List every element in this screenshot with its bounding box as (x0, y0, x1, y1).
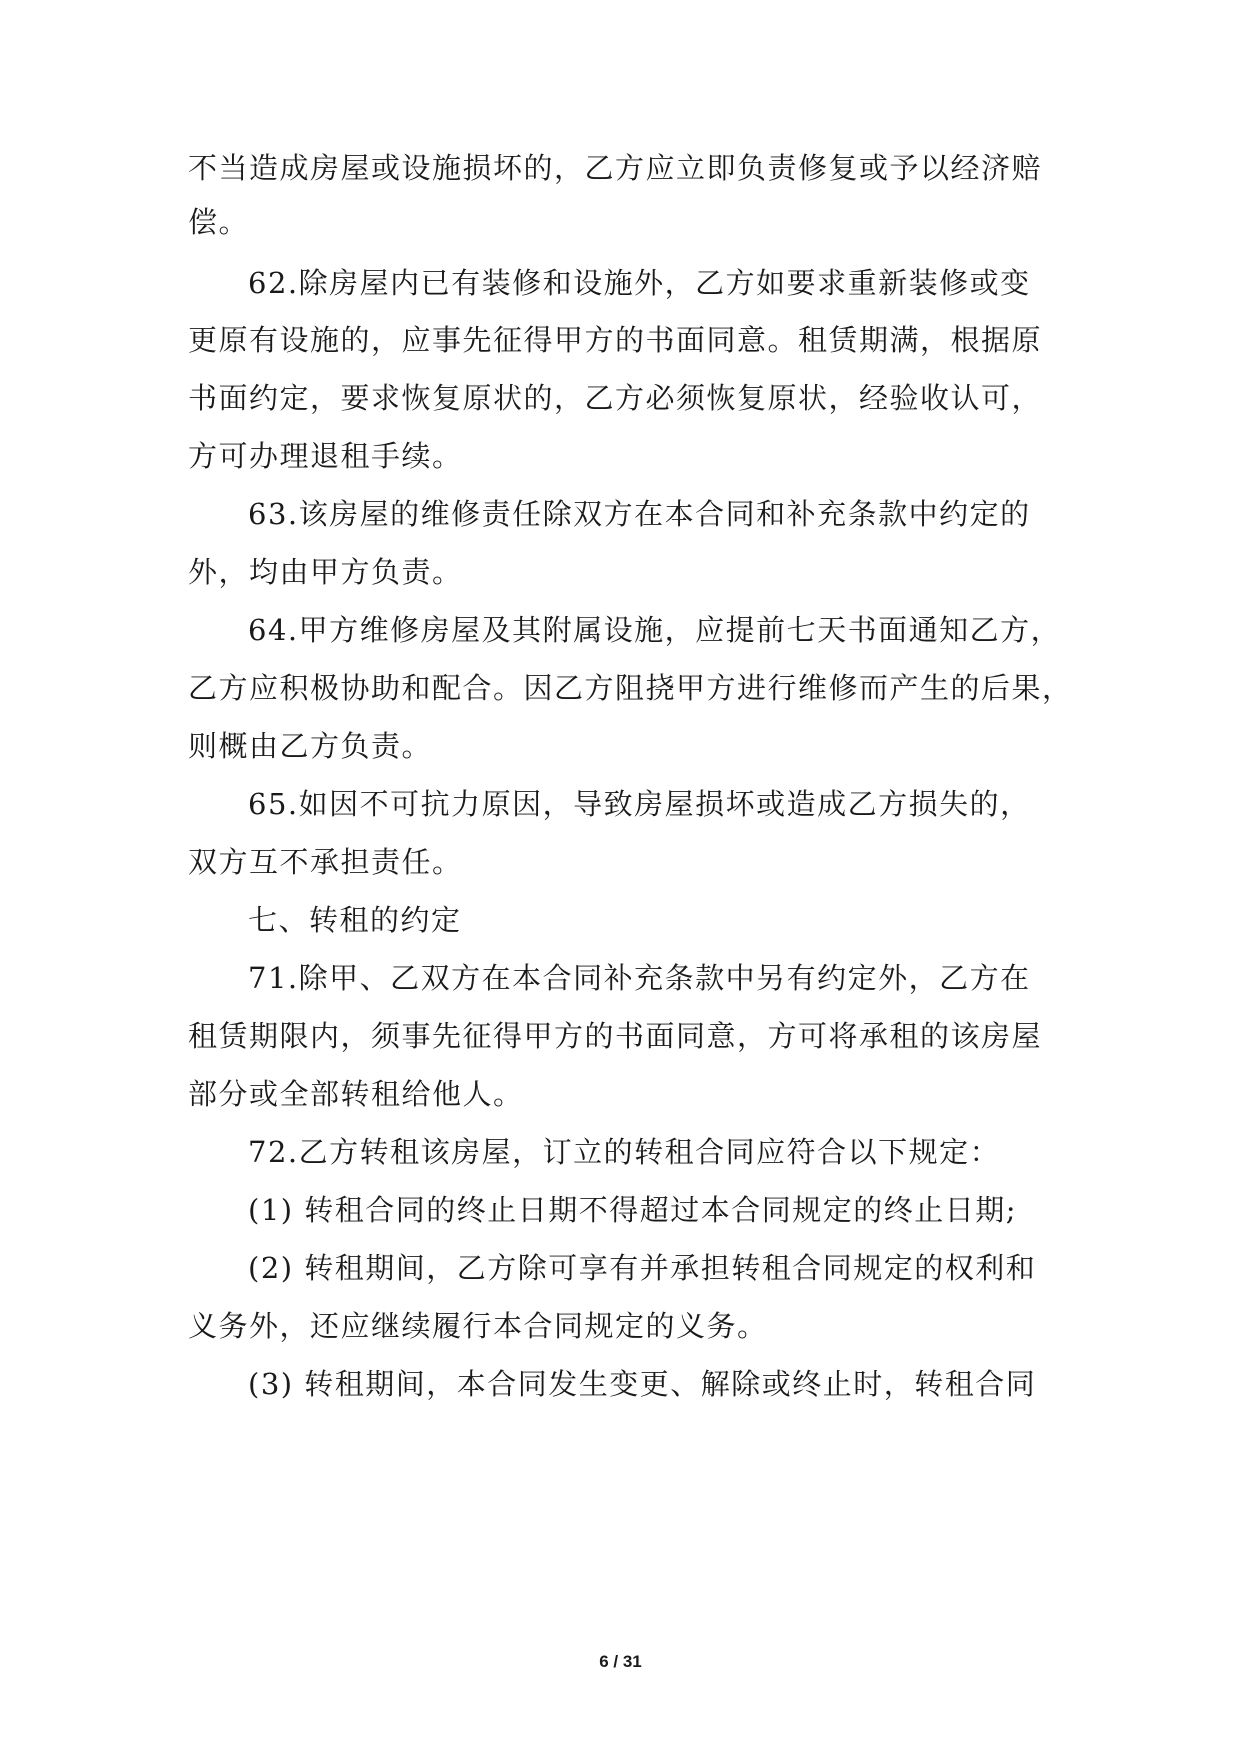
text-line: 62.除房屋内已有装修和设施外，乙方如要求重新装修或变 (248, 266, 1031, 300)
text-line: 偿。 (188, 205, 250, 239)
text-line: 义务外，还应继续履行本合同规定的义务。 (188, 1309, 768, 1343)
text-line: 64.甲方维修房屋及其附属设施，应提前七天书面通知乙方， (248, 613, 1062, 647)
text-line: 书面约定，要求恢复原状的，乙方必须恢复原状，经验收认可， (188, 381, 1043, 415)
text-line: 部分或全部转租给他人。 (188, 1077, 524, 1111)
text-line: 63.该房屋的维修责任除双方在本合同和补充条款中约定的 (248, 497, 1031, 531)
text-line: 方可办理退租手续。 (188, 439, 463, 473)
text-line: 不当造成房屋或设施损坏的，乙方应立即负责修复或予以经济赔 (188, 151, 1043, 185)
text-line: 乙方应积极协助和配合。因乙方阻挠甲方进行维修而产生的后果， (188, 671, 1073, 705)
list-item: (3) 转租期间，本合同发生变更、解除或终止时，转租合同 (248, 1367, 1037, 1401)
text-line: 72.乙方转租该房屋，订立的转租合同应符合以下规定： (248, 1135, 1001, 1169)
text-line: 71.除甲、乙双方在本合同补充条款中另有约定外，乙方在 (248, 961, 1031, 995)
text-line: 租赁期限内，须事先征得甲方的书面同意，方可将承租的该房屋 (188, 1019, 1043, 1053)
list-item: (2) 转租期间，乙方除可享有并承担转租合同规定的权利和 (248, 1251, 1037, 1285)
section-heading: 七、转租的约定 (248, 903, 462, 937)
text-line: 双方互不承担责任。 (188, 845, 463, 879)
text-line: 则概由乙方负责。 (188, 729, 433, 763)
text-line: 65.如因不可抗力原因，导致房屋损坏或造成乙方损失的， (248, 787, 1031, 821)
text-line: 更原有设施的，应事先征得甲方的书面同意。租赁期满，根据原 (188, 323, 1043, 357)
list-item: (1) 转租合同的终止日期不得超过本合同规定的终止日期; (248, 1193, 1018, 1227)
page-number: 6 / 31 (599, 1652, 642, 1671)
text-line: 外，均由甲方负责。 (188, 555, 463, 589)
